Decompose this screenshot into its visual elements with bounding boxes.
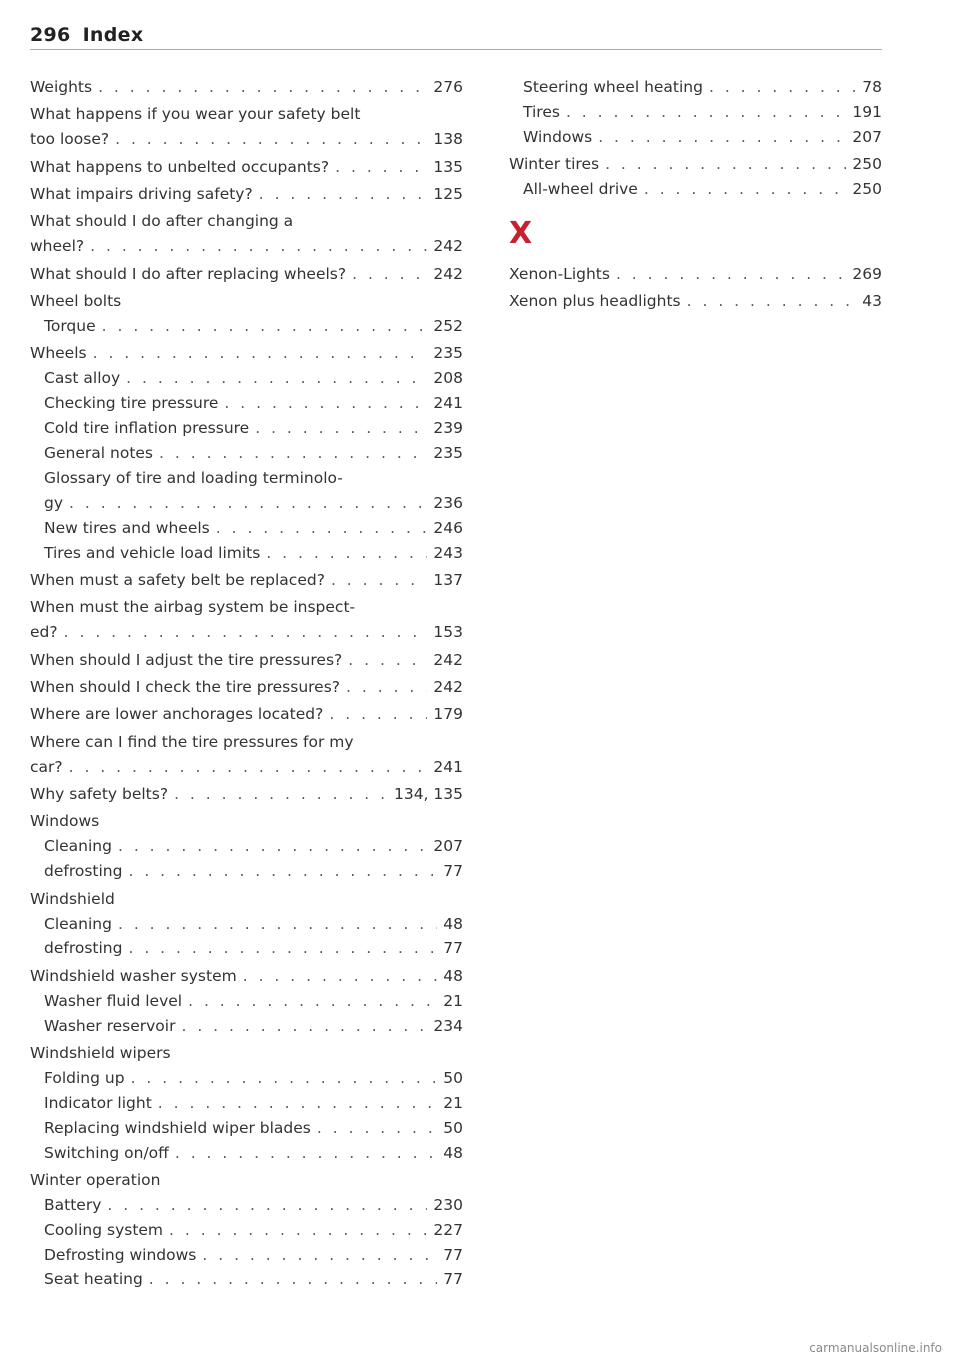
page-reference[interactable]: 243 xyxy=(433,543,463,562)
dot-leader xyxy=(128,859,437,884)
entry-text: Cold tire inflation pressure xyxy=(44,419,250,438)
entry-text: Seat heating xyxy=(44,1270,143,1289)
header-divider xyxy=(30,49,882,50)
page-reference[interactable]: 77 xyxy=(443,939,463,958)
entry-text-continued: gy xyxy=(44,493,64,512)
dot-leader xyxy=(181,1014,427,1039)
index-entry xyxy=(30,1168,463,1193)
page-reference[interactable]: 250 xyxy=(852,155,882,174)
w-continued-entries xyxy=(509,75,882,202)
dot-leader xyxy=(224,391,427,416)
entry-text: Wheel bolts xyxy=(30,292,122,311)
entry-text: Windshield xyxy=(30,889,115,908)
index-entry xyxy=(30,341,463,366)
page-reference[interactable]: 50 xyxy=(443,1068,463,1087)
index-entry xyxy=(30,516,463,541)
index-entry xyxy=(30,1243,463,1268)
page-reference[interactable]: 269 xyxy=(852,264,882,283)
index-entry xyxy=(30,1014,463,1039)
dot-leader xyxy=(128,936,437,961)
entry-text: Windshield wipers xyxy=(30,1043,171,1062)
index-entry xyxy=(509,125,882,150)
page-reference[interactable]: 234 xyxy=(433,1016,463,1035)
entry-text: New tires and wheels xyxy=(44,518,210,537)
index-entry xyxy=(30,648,463,673)
dot-leader xyxy=(202,1243,437,1268)
dot-leader xyxy=(329,702,427,727)
dot-leader xyxy=(687,289,857,314)
dot-leader xyxy=(255,416,427,441)
dot-leader xyxy=(158,1091,437,1116)
page-number: 296 xyxy=(30,24,71,46)
index-entry xyxy=(30,1141,463,1166)
entry-text: Battery xyxy=(44,1195,102,1214)
index-entry xyxy=(30,75,463,100)
page-reference[interactable]: 246 xyxy=(433,518,463,537)
page-reference[interactable]: 276 xyxy=(433,78,463,96)
entry-text: Tires xyxy=(523,102,560,121)
dot-leader xyxy=(216,516,428,541)
index-entry xyxy=(30,964,463,989)
index-entry xyxy=(30,1091,463,1116)
page-reference[interactable]: 77 xyxy=(443,1245,463,1264)
index-entry xyxy=(30,887,463,912)
dot-leader xyxy=(616,262,846,287)
index-entry xyxy=(30,466,463,516)
index-entry xyxy=(30,155,463,180)
dot-leader xyxy=(605,152,846,177)
entry-text: Indicator light xyxy=(44,1093,152,1112)
dot-leader xyxy=(346,675,427,700)
index-entry xyxy=(30,809,463,834)
dot-leader xyxy=(69,491,427,516)
entry-text-continued: wheel? xyxy=(30,237,85,256)
dot-leader xyxy=(335,155,427,180)
dot-leader xyxy=(98,75,427,100)
dot-leader xyxy=(118,912,437,937)
index-entry xyxy=(30,441,463,466)
entry-text: Cleaning xyxy=(44,837,112,856)
index-entry xyxy=(30,1066,463,1091)
index-entry xyxy=(30,314,463,339)
entry-text: Washer reservoir xyxy=(44,1016,176,1035)
index-entry xyxy=(509,262,882,287)
dot-leader xyxy=(131,1066,438,1091)
index-entry xyxy=(30,702,463,727)
dot-leader xyxy=(159,441,427,466)
index-entry xyxy=(30,541,463,566)
page-reference[interactable]: 48 xyxy=(443,966,463,985)
entry-text: Why safety belts? xyxy=(30,785,169,804)
entry-text: What happens to unbelted occupants? xyxy=(30,157,330,176)
index-entry xyxy=(30,595,463,645)
dot-leader xyxy=(118,834,427,859)
index-entry xyxy=(30,568,463,593)
index-entry xyxy=(30,989,463,1014)
index-entry xyxy=(30,391,463,416)
dot-leader xyxy=(259,182,428,207)
page-reference[interactable]: 227 xyxy=(433,1220,463,1239)
page-reference[interactable]: 239 xyxy=(433,419,463,438)
page-reference[interactable]: 242 xyxy=(433,677,463,696)
index-entry xyxy=(30,262,463,287)
page-reference[interactable]: 235 xyxy=(433,344,463,363)
page-reference[interactable]: 77 xyxy=(443,1270,463,1289)
dot-leader xyxy=(115,127,427,152)
entry-text: Winter operation xyxy=(30,1170,161,1189)
index-entry xyxy=(30,859,463,884)
dot-leader xyxy=(69,755,428,780)
entry-text: What impairs driving safety? xyxy=(30,185,253,204)
page-reference[interactable]: 21 xyxy=(443,1093,463,1112)
entry-text: Xenon plus headlights xyxy=(509,292,681,311)
index-entry xyxy=(509,289,882,314)
page-reference[interactable]: 137 xyxy=(433,570,463,589)
index-entry xyxy=(30,912,463,937)
page-reference[interactable]: 230 xyxy=(433,1195,463,1214)
dot-leader xyxy=(175,1141,437,1166)
dot-leader xyxy=(93,341,428,366)
dot-leader xyxy=(188,989,437,1014)
index-entry xyxy=(30,1193,463,1218)
page-reference[interactable]: 250 xyxy=(852,180,882,199)
entry-text: What should I do after changing a xyxy=(30,212,294,231)
index-entry xyxy=(30,289,463,314)
page-reference[interactable]: 191 xyxy=(852,102,882,121)
page-reference[interactable]: 236 xyxy=(433,493,463,512)
page-reference[interactable]: 135 xyxy=(433,157,463,176)
index-entry xyxy=(509,75,882,100)
page-reference[interactable]: 207 xyxy=(852,127,882,146)
entry-text: Torque xyxy=(44,317,96,336)
page-header xyxy=(30,24,143,46)
index-column-left xyxy=(30,75,463,1292)
page-reference[interactable]: 208 xyxy=(433,369,463,388)
page-reference[interactable]: 138 xyxy=(433,130,463,149)
dot-leader xyxy=(102,314,428,339)
entry-text: Replacing windshield wiper blades xyxy=(44,1118,311,1137)
page-reference[interactable]: 241 xyxy=(433,394,463,413)
entry-text: Weights xyxy=(30,78,93,96)
entry-text: Cast alloy xyxy=(44,369,121,388)
index-entry xyxy=(509,152,882,177)
page-reference[interactable]: 78 xyxy=(862,78,882,96)
entry-text: Checking tire pressure xyxy=(44,394,219,413)
page-reference[interactable]: 153 xyxy=(433,623,463,642)
entry-text: Cleaning xyxy=(44,914,112,933)
dot-leader xyxy=(174,782,388,807)
entry-text: When should I check the tire pressures? xyxy=(30,677,341,696)
entry-text: Where are lower anchorages located? xyxy=(30,705,324,724)
index-entry xyxy=(30,182,463,207)
page-reference[interactable]: 242 xyxy=(433,650,463,669)
entry-text: What should I do after replacing wheels? xyxy=(30,264,347,283)
x-entries xyxy=(509,262,882,314)
entry-text: Where can I find the tire pressures for my xyxy=(30,732,354,751)
entry-text: Switching on/off xyxy=(44,1143,169,1162)
page-reference[interactable]: 134, 135 xyxy=(393,785,463,804)
entry-text: Xenon-Lights xyxy=(509,264,610,283)
page-reference[interactable]: 21 xyxy=(443,991,463,1010)
dot-leader xyxy=(566,100,846,125)
entry-text: Windows xyxy=(30,812,100,831)
index-column-right xyxy=(509,75,882,314)
index-entry xyxy=(30,1267,463,1292)
page-reference[interactable]: 48 xyxy=(443,914,463,933)
dot-leader xyxy=(644,177,847,202)
index-entry xyxy=(30,730,463,780)
entry-text-continued: ed? xyxy=(30,623,58,642)
dot-leader xyxy=(107,1193,427,1218)
entry-text: All-wheel drive xyxy=(523,180,638,199)
dot-leader xyxy=(352,262,427,287)
index-entry xyxy=(30,1218,463,1243)
page-reference[interactable]: 43 xyxy=(862,292,882,311)
index-entry xyxy=(30,1041,463,1066)
entry-text: Defrosting windows xyxy=(44,1245,197,1264)
entry-text: General notes xyxy=(44,443,154,462)
dot-leader xyxy=(348,648,427,673)
index-entry xyxy=(30,209,463,259)
index-entry xyxy=(30,102,463,152)
dot-leader xyxy=(169,1218,427,1243)
entry-text: Steering wheel heating xyxy=(523,78,703,96)
watermark: carmanualsonline.info xyxy=(809,1341,942,1355)
index-entry xyxy=(30,1116,463,1141)
index-entry xyxy=(509,177,882,202)
entry-text: Glossary of tire and loading terminolo- xyxy=(44,468,343,487)
page-reference[interactable]: 235 xyxy=(433,443,463,462)
index-entry xyxy=(30,366,463,391)
page-reference[interactable]: 241 xyxy=(433,757,463,776)
entry-text: When should I adjust the tire pressures? xyxy=(30,650,343,669)
page-reference[interactable]: 125 xyxy=(433,185,463,204)
entry-text: Wheels xyxy=(30,344,87,363)
dot-leader xyxy=(709,75,856,100)
entry-text: defrosting xyxy=(44,939,123,958)
entry-text: Washer fluid level xyxy=(44,991,183,1010)
dot-leader xyxy=(90,234,427,259)
page-reference[interactable]: 50 xyxy=(443,1118,463,1137)
entry-text: Windows xyxy=(523,127,593,146)
entry-text: Tires and vehicle load limits xyxy=(44,543,261,562)
index-entry xyxy=(30,782,463,807)
index-entry xyxy=(30,834,463,859)
entry-text: When must the airbag system be inspect- xyxy=(30,598,356,617)
page-reference[interactable]: 252 xyxy=(433,317,463,336)
dot-leader xyxy=(126,366,427,391)
dot-leader xyxy=(331,568,427,593)
entry-text: Winter tires xyxy=(509,155,600,174)
index-entry xyxy=(509,100,882,125)
entry-text: When must a safety belt be replaced? xyxy=(30,570,325,589)
index-entry xyxy=(30,675,463,700)
entry-text: defrosting xyxy=(44,862,123,881)
dot-leader xyxy=(243,964,438,989)
dot-leader xyxy=(64,620,428,645)
entry-text: Folding up xyxy=(44,1068,125,1087)
page-reference[interactable]: 179 xyxy=(433,705,463,724)
section-letter-x: X xyxy=(509,215,533,251)
index-entry xyxy=(30,936,463,961)
page-reference[interactable]: 77 xyxy=(443,862,463,881)
dot-leader xyxy=(598,125,846,150)
page-reference[interactable]: 207 xyxy=(433,837,463,856)
entry-text-continued: too loose? xyxy=(30,130,110,149)
dot-leader xyxy=(266,541,427,566)
index-entry xyxy=(30,416,463,441)
entry-text: Windshield washer system xyxy=(30,966,237,985)
page-reference[interactable]: 242 xyxy=(433,237,463,256)
dot-leader xyxy=(317,1116,437,1141)
entry-text: Cooling system xyxy=(44,1220,164,1239)
entry-text: What happens if you wear your safety belt xyxy=(30,105,361,124)
page-reference[interactable]: 242 xyxy=(433,264,463,283)
dot-leader xyxy=(149,1267,437,1292)
page-reference[interactable]: 48 xyxy=(443,1143,463,1162)
section-title: Index xyxy=(82,24,144,46)
entry-text-continued: car? xyxy=(30,757,63,776)
